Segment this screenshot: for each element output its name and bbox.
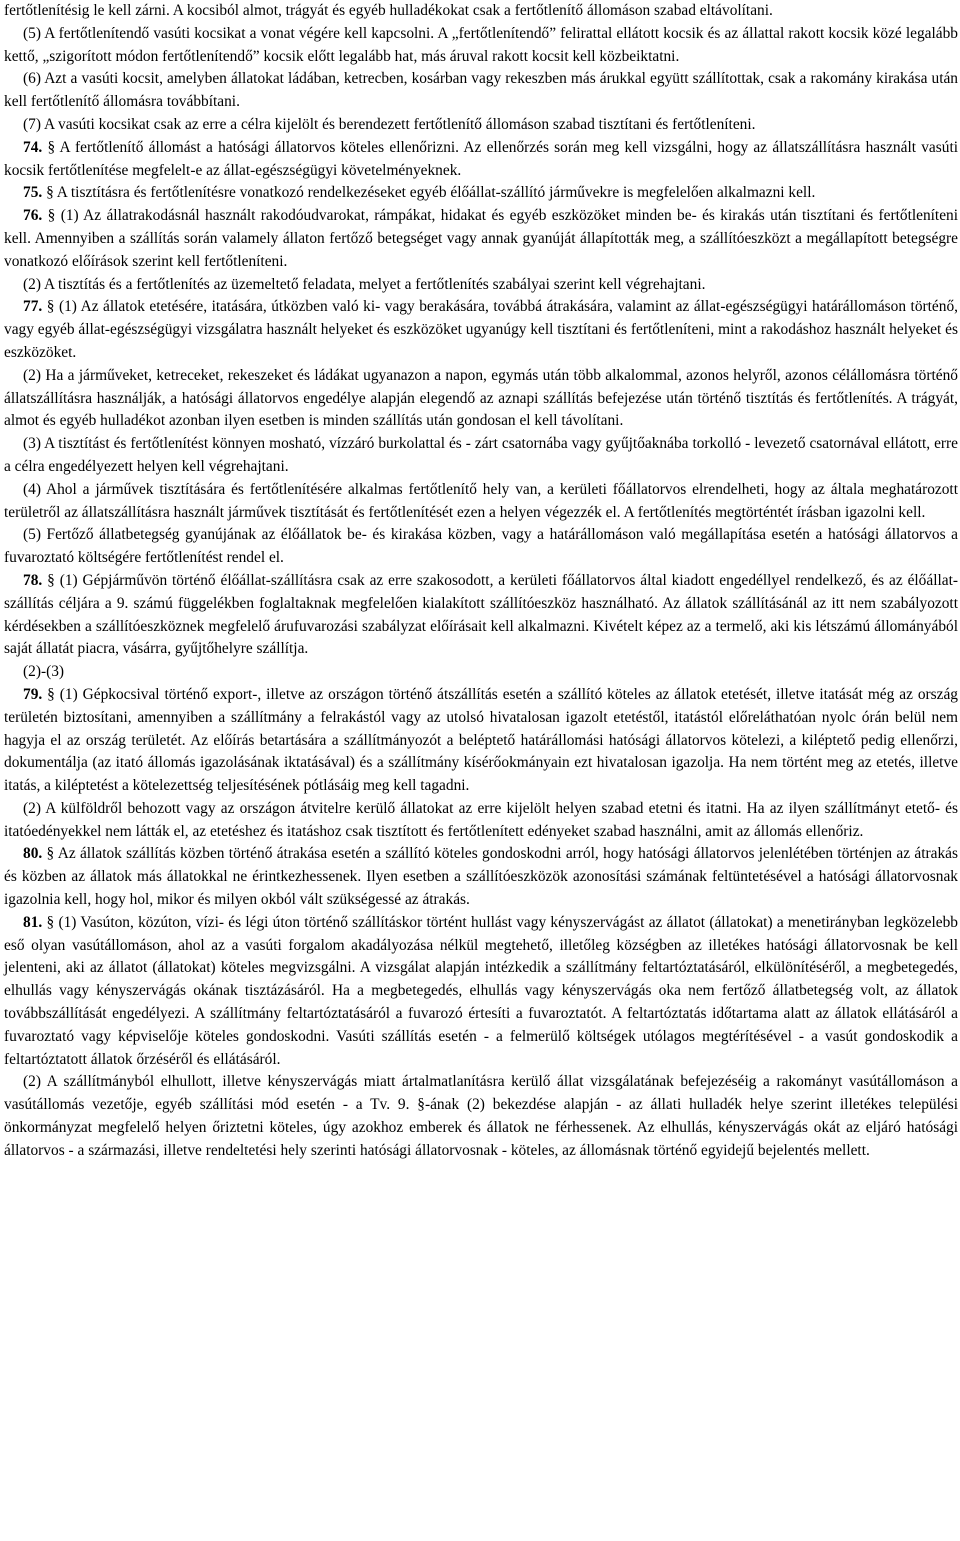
paragraph-text: (7) A vasúti kocsikat csak az erre a célra kijelölt és berendezett fertőtlenítő állomáson szabad tisztítani és fertőtleníteni. xyxy=(23,115,756,133)
paragraph-text: § (1) Az állatrakodásnál használt rakodóudvarokat, rámpákat, hidakat és egyéb eszközöket minden be- és kirakás után tisztítani és fertőtleníteni kell. Amennyiben a szállítás során valamely állaton fertőző betegséget vagy annak gyanúját állapították meg, a szállítóeszközt a megállapított betegségre vonatkozó előírások szerint kell fertőtleníteni. xyxy=(4,207,958,270)
paragraph xyxy=(4,1071,958,1162)
paragraph-text: § (1) Gépkocsival történő export-, illetve az országon történő átszállítás esetén a szállító köteles az állatok etetését, illetve itatását még az ország területén biztosítani, amennyiben a szállítmány a felrakástól vagy az utolsó hivatalosan igazolt etetéstől, itatástól előreláthatóan nyolc órán belül nem hagyja el az ország területét. Az előírás betartására a szállítmányozót a beléptető határállomási hatósági állatorvos kötelezi, a kiléptető pedig ellenőrzi, dokumentálja (az itató állomás igazolásának iktatásával) és a szállítmány kísérőokmányain ezt hivatalosan igazolja. Ha nem történt meg az etetés, illetve itatás, a kiléptetést a kötelezettség teljesítésének pótlásáig meg kell tagadni. xyxy=(4,685,958,795)
paragraph xyxy=(4,68,958,114)
section-number: 76. xyxy=(23,207,43,225)
paragraph-text: (3) A tisztítást és fertőtlenítést könnyen mosható, vízzáró burkolattal és - zárt csatornába vagy gyűjtőaknába torkolló - levezető csatornával ellátott, erre a célra engedélyezett helyen kell végrehajtani. xyxy=(4,435,958,475)
paragraph xyxy=(4,0,958,23)
paragraph-text: (5) Fertőző állatbetegség gyanújának az élőállatok be- és kirakása közben, vagy a határállomáson való megállapítása esetén a hatósági állatorvos a fuvaroztató költségére fertőtlenítést rendel el. xyxy=(4,526,958,567)
section-75 xyxy=(4,182,958,205)
paragraph-text: § A fertőtlenítő állomást a hatósági állatorvos köteles ellenőrizni. Az ellenőrzés során meg kell vizsgálni, hogy az állatszállításra használt vasúti kocsik fertőtlenítése megfelelt-e az állat-egészségügyi követelményeknek. xyxy=(4,138,958,179)
paragraph-text: (2) A külföldről behozott vagy az országon átvitelre kerülő állatokat az erre kijelölt helyen szabad etetni és itatni. Ha az ilyen szállítmányt etető- és itatóedényekkel nem látták el, az etetéshez és itatáshoz csak tisztított és fertőtlenített edényeket szabad használni, amit az állomás ellenőriz. xyxy=(4,799,958,840)
paragraph xyxy=(4,433,958,479)
paragraph-text: § A tisztításra és fertőtlenítésre vonatkozó rendelkezéseket egyéb élőállat-szállító járművekre is megfelelően alkalmazni kell. xyxy=(42,184,816,202)
paragraph xyxy=(4,524,958,570)
paragraph xyxy=(4,661,958,684)
paragraph-text: (2) A szállítmányból elhullott, illetve kényszervágás miatt ártalmatlanításra kerülő állat vizsgálatának befejezéséig a rakományt vasútállomáson a vasútállomás vezetője, egyéb szállítási mód esetén - a Tv. 9. §-ának (2) bekezdése alapján - az állati hulladék helye szerint illetékes települési önkormányzat megfelelő helyen őriztetni köteles, úgy azokhoz emberek és állatok ne férhessenek. Az elhullás, kényszervágás okát az eljáró hatósági állatorvos - a származási, illetve rendeltetési hely szerinti hatósági állatorvosnak - köteles, az állomásnak történő egyidejű bejelentés mellett. xyxy=(4,1073,958,1159)
paragraph xyxy=(4,798,958,844)
section-number: 80. xyxy=(23,845,43,863)
paragraph xyxy=(4,114,958,137)
paragraph xyxy=(4,479,958,525)
paragraph-text: § Az állatok szállítás közben történő átrakása esetén a szállító köteles gondoskodni arról, hogy hatósági állatorvos jelenlétében történjen az átrakás és közben az állatok más állatokkal ne érintkezhessenek. Ilyen esetben a szállítóeszközök azonosítási számának feltüntetésével a hatósági állatorvosnak igazolnia kell, hogy hol, mikor és milyen okból vált szükségessé az átrakás. xyxy=(4,845,958,909)
paragraph-text: § (1) Vasúton, közúton, vízi- és légi úton történő szállításkor történt hullást vagy kényszervágást az állatot (állatokat) a menetirányban legközelebb eső olyan vasútállomáson, ahol az a vasúti forgalom akadályozása nélkül megtehető, illetőleg községben az illetékes hatósági állatorvosnak be kell jelenteni, aki az állatot (állatokat) köteles megvizsgálni. A vizsgálat alapján intézkedik a szállítmány feltartóztatásáról, elkülönítéséről, a megbetegedés, elhullás vagy kényszervágás okának tisztázásáról. Ha a megbetegedés, elhullás vagy kényszervágás oka nem fertőző állatbetegség volt, az állatok továbbszállítását engedélyezi. A szállítmány feltartóztatásáról a fuvarozó értesíti a fuvaroztatót. A feltartóztatás időtartama alatt az állatok ellátásáról a fuvaroztató vagy képviselője köteles gondoskodni. Vasúti szállítás esetén - a felmerülő költségek utólagos megtérítésével - a vasút gondoskodik a feltartóztatott állatok őrzéséről és ellátásáról. xyxy=(4,913,958,1068)
paragraph-text: (2) Ha a járműveket, ketreceket, rekeszeket és ládákat ugyanazon a napon, egymás után több alkalommal, azonos helyről, azonos célállomásra történő állatszállításra használják, a hatósági állatorvos engedélye alapján elegendő az aznapi szállítás befejezése után történő tisztítás és fertőtlenítés. A trágyát, almot és egyéb hulladékot azonban ilyen esetben is minden szállítás után gondosan el kell távolítani. xyxy=(4,366,958,430)
paragraph xyxy=(4,23,958,69)
section-77 xyxy=(4,296,958,364)
section-74 xyxy=(4,137,958,183)
paragraph-text: fertőtlenítésig le kell zárni. A kocsiból almot, trágyát és egyéb hulladékokat csak a fertőtlenítő állomáson szabad eltávolítani. xyxy=(4,2,773,19)
section-number: 81. xyxy=(23,913,43,931)
section-number: 74. xyxy=(23,138,43,156)
paragraph-text: § (1) Az állatok etetésére, itatására, útközben való ki- vagy berakására, továbbá átrakására, valamint az állat-egészségügyi határállomáson történő, vagy egyéb állat-egészségügyi vizsgálatra használt helyeket és eszközöket ugyanúgy kell tisztítani és fertőtleníteni, mint a rakodáshoz használt helyeket és eszközöket. xyxy=(4,298,958,361)
paragraph xyxy=(4,365,958,433)
section-76 xyxy=(4,205,958,273)
section-81 xyxy=(4,912,958,1072)
paragraph-text: (2)-(3) xyxy=(23,663,65,681)
section-number: 78. xyxy=(23,571,43,589)
paragraph-text: (6) Azt a vasúti kocsit, amelyben állatokat ládában, ketrecben, kosárban vagy rekeszben más árukkal együtt szállítottak, csak a rakomány kirakása után kell fertőtlenítő állomásra továbbítani. xyxy=(4,70,958,111)
paragraph xyxy=(4,274,958,297)
section-number: 79. xyxy=(23,685,43,703)
section-79 xyxy=(4,684,958,798)
section-number: 75. xyxy=(23,184,43,202)
section-80 xyxy=(4,843,958,911)
paragraph-text: (5) A fertőtlenítendő vasúti kocsikat a vonat végére kell kapcsolni. A „fertőtlenítendő” felirattal ellátott kocsik és az állattal rakott kocsik közé legalább kettő, „szigorított módon fertőtlenítendő” kocsik előtt legalább hat, más áruval rakott kocsit kell közbeiktatni. xyxy=(4,24,958,65)
paragraph-text: (4) Ahol a járművek tisztítására és fertőtlenítésére alkalmas fertőtlenítő hely van, a kerületi főállatorvos elrendelheti, hogy az általa meghatározott területről az állatszállításra használt járművek tisztítását és fertőtlenítését ezen a helyen végezzék el. A fertőtlenítés megtörténtét írásban igazolni kell. xyxy=(4,480,958,521)
section-number: 77. xyxy=(23,298,43,316)
paragraph-text: § (1) Gépjárművön történő élőállat-szállításra csak az erre szakosodott, a kerületi főállatorvos által kiadott engedéllyel rendelkező, és az élőállat-szállítás céljára a 9. számú függelékben foglaltaknak megfelelően kialakított szállítóeszköz használható. Az állatok szállításánál az itt nem szabályozott kérdésekben a szállítóeszköznek megfelelő árufuvarozási szabályzat előírásait kell alkalmazni. Kivételt képez az a termelő, aki kis létszámú állományából saját állatát piacra, vásárra, gyűjtőhelyre szállítja. xyxy=(4,571,958,658)
paragraph-text: (2) A tisztítás és a fertőtlenítés az üzemeltető feladata, melyet a fertőtlenítés szabályai szerint kell végrehajtani. xyxy=(23,275,706,293)
section-78 xyxy=(4,570,958,661)
